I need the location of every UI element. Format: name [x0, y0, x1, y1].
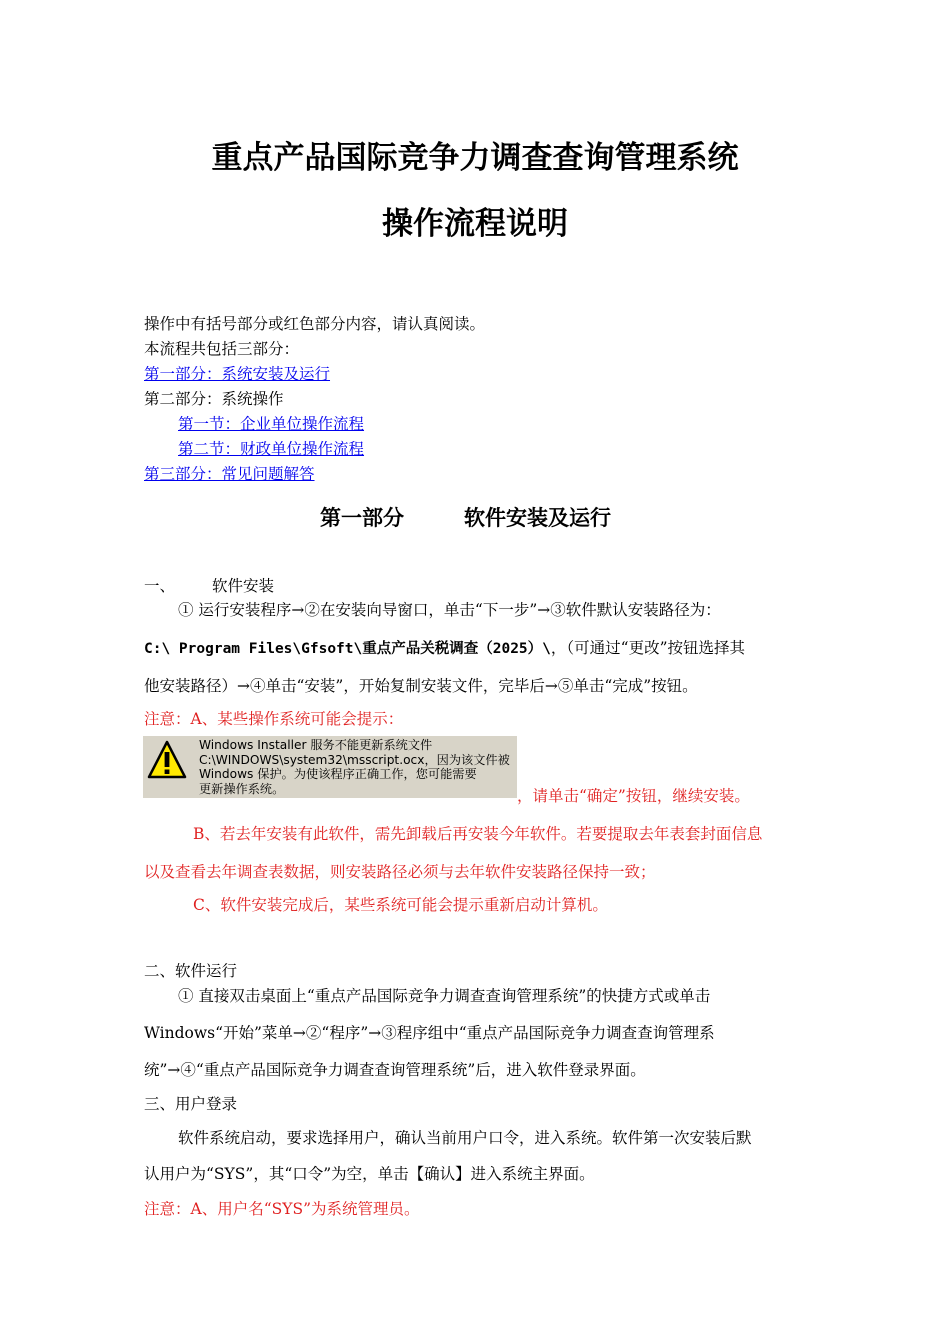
document-title-line2: 操作流程说明	[382, 206, 568, 242]
dialog-message-line2: C:\WINDOWS\system32\msscript.ocx，因为该文件被	[199, 752, 510, 767]
install-step-line3: 他安装路径）→④单击“安装”，开始复制安装文件，完毕后→⑤单击“完成”按钮。	[144, 677, 698, 695]
install-default-path: C:\ Program Files\Gfsoft\重点产品关税调查（2025）\	[144, 641, 551, 657]
install-step-line2-rest: ，（可通过“更改”按钮选择其	[550, 639, 746, 657]
install-heading-number: 一、	[144, 577, 176, 595]
intro-line2: 本流程共包括三部分：	[144, 340, 300, 358]
install-step-line1: ① 运行安装程序→②在安装向导窗口，单击“下一步”→③软件默认安装路径为：	[178, 601, 721, 619]
section1-heading-title: 软件安装及运行	[464, 506, 611, 530]
run-heading: 二、软件运行	[144, 962, 238, 980]
install-note-b-line1: B、若去年安装有此软件，需先卸载后再安装今年软件。若要提取去年表套封面信息	[193, 825, 763, 843]
install-note-a: 注意：A、某些操作系统可能会提示：	[144, 710, 404, 728]
warning-icon	[147, 740, 187, 780]
login-heading: 三、用户登录	[144, 1095, 238, 1113]
toc-part2: 第二部分：系统操作	[144, 390, 284, 408]
install-note-c: C、软件安装完成后，某些系统可能会提示重新启动计算机。	[193, 896, 608, 914]
dialog-message-line3: Windows 保护。为使该程序正确工作，您可能需要	[199, 767, 477, 781]
run-line3: 统”→④“重点产品国际竞争力调查查询管理系统”后，进入软件登录界面。	[144, 1061, 646, 1079]
section1-heading-number: 第一部分	[320, 506, 404, 530]
toc-link-part1[interactable]: 第一部分：系统安装及运行	[144, 365, 331, 383]
login-line1: 软件系统启动，要求选择用户，确认当前用户口令，进入系统。软件第一次安装后默	[178, 1129, 752, 1147]
dialog-message	[199, 738, 510, 796]
login-note-a: 注意：A、用户名“SYS”为系统管理员。	[144, 1200, 420, 1218]
dialog-message-line1: Windows Installer 服务不能更新系统文件	[199, 738, 433, 752]
installer-warning-dialog	[143, 736, 517, 798]
toc-link-part2-section2[interactable]: 第二节：财政单位操作流程	[178, 440, 365, 458]
toc-link-part2-section1[interactable]: 第一节：企业单位操作流程	[178, 415, 365, 433]
login-line2: 认用户为“SYS”，其“口令”为空，单击【确认】进入系统主界面。	[144, 1165, 595, 1183]
document-title-line1: 重点产品国际竞争力调查查询管理系统	[211, 140, 739, 176]
toc-link-part3[interactable]: 第三部分：常见问题解答	[144, 465, 315, 483]
run-line2: Windows“开始”菜单→②“程序”→③程序组中“重点产品国际竞争力调查查询管理系	[144, 1024, 715, 1042]
install-note-a-continue: ，请单击“确定”按钮，继续安装。	[517, 787, 750, 805]
install-heading-text: 软件安装	[212, 577, 275, 595]
intro-line1: 操作中有括号部分或红色部分内容，请认真阅读。	[144, 315, 486, 333]
run-line1: ① 直接双击桌面上“重点产品国际竞争力调查查询管理系统”的快捷方式或单击	[178, 987, 711, 1005]
install-note-b-line2: 以及查看去年调查表数据，则安装路径必须与去年软件安装路径保持一致；	[144, 863, 656, 881]
install-step-line2	[144, 636, 745, 658]
dialog-message-line4: 更新操作系统。	[199, 781, 285, 796]
